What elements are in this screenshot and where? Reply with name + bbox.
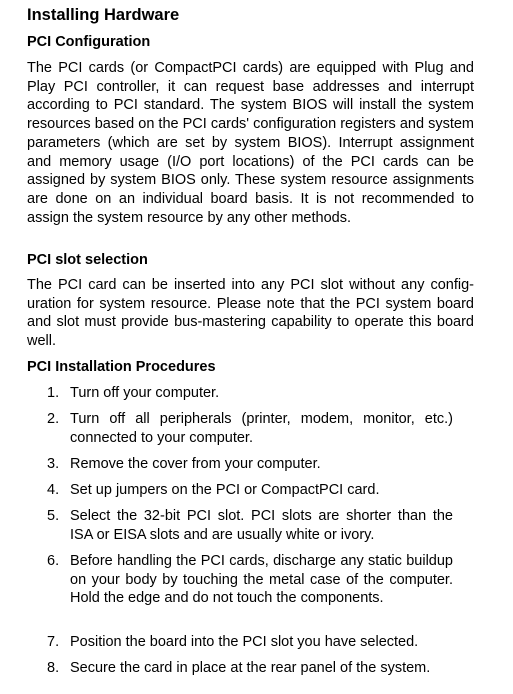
step-number: 3. bbox=[47, 456, 60, 472]
step-number: 7. bbox=[47, 634, 60, 650]
section-heading-pci-installation-procedures: PCI Installation Procedures bbox=[27, 359, 216, 375]
step-text: Select the 32-bit PCI slot. PCI slots are shorter than the ISA or EISA slots and are usually white or ivory. bbox=[70, 508, 453, 543]
step-text: Turn off your computer. bbox=[70, 385, 220, 401]
step-text: Before handling the PCI cards, discharge any static buildup on your body by touching the metal case of the computer. Hold the edge and do not touch the components. bbox=[70, 553, 453, 607]
pci-configuration-paragraph: The PCI cards (or CompactPCI cards) are equipped with Plug and Play PCI controller, it can request base addresses and interrupt according to PCI standard. The system BIOS will install the system resources based on the PCI cards' configuration registers and system parameters (which are set by system BIOS). Interrupt assignment and memory usage (I/O port locations) of the PCI cards can be assigned by system BIOS only. These system resource assignments are done on an individual board basis. It is not recommended to assign the system resource by any other methods. bbox=[27, 60, 474, 226]
step-number: 5. bbox=[47, 508, 60, 524]
step-text: Turn off all peripherals (printer, modem, monitor, etc.) connected to your computer. bbox=[70, 411, 453, 446]
step-number: 2. bbox=[47, 411, 60, 427]
step-text: Position the board into the PCI slot you have selected. bbox=[70, 634, 419, 650]
section-heading-pci-slot-selection: PCI slot selection bbox=[27, 252, 148, 268]
section-heading-pci-configuration: PCI Configuration bbox=[27, 34, 151, 50]
step-number: 1. bbox=[47, 385, 60, 401]
step-text: Set up jumpers on the PCI or CompactPCI card. bbox=[70, 482, 380, 498]
step-text: Remove the cover from your computer. bbox=[70, 456, 321, 472]
step-number: 4. bbox=[47, 482, 60, 498]
step-number: 6. bbox=[47, 553, 60, 569]
step-text: Secure the card in place at the rear panel of the system. bbox=[70, 660, 431, 676]
step-number: 8. bbox=[47, 660, 60, 676]
pci-slot-selection-paragraph: The PCI card can be inserted into any PCI slot without any configuration for system resource. Please note that the PCI system board and slot must provide bus-mastering capability to operate this board well. bbox=[27, 277, 474, 350]
page-title: Installing Hardware bbox=[27, 6, 180, 24]
